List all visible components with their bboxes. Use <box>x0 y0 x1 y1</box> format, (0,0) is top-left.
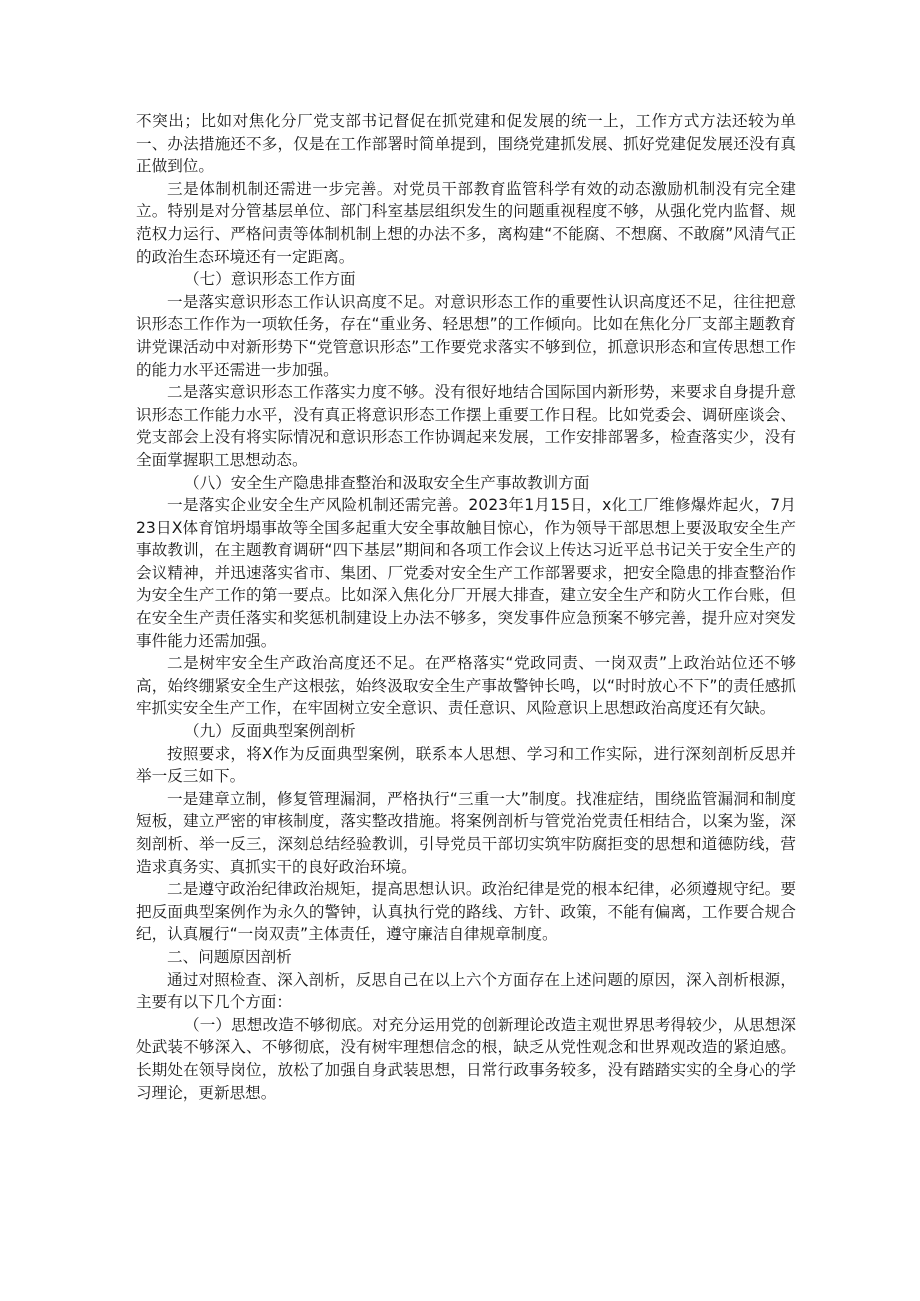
section-heading-7: （七）意识形态工作方面 <box>184 270 356 289</box>
paragraph-safety-mechanism: 一是落实企业安全生产风险机制还需完善。2023年1月15日，x化工厂维修爆炸起火，7月23日X体育馆坍塌事故等全国多起重大安全事故触目惊心，作为领导干部思想上要汲取安全生产事故教训，在主题教育调研“四下基层”期间和各项工作会议上传达习近平总书记关于安全生产的会议精神，并迅速落实省市、集团、厂党委对安全生产工作部署要求，把安全隐患的排查整治作为安全生产工作的第一要点。比如深入焦化分厂开展大排查，建立安全生产和防火工作台账，但在安全生产责任落实和奖惩机制建设上办法不够多，突发事件应急预案不够完善，提升应对突发事件能力还需加强。 <box>136 496 796 650</box>
section-heading-cause-analysis: 二、问题原因剖析 <box>167 947 292 966</box>
section-heading-9: （九）反面典型案例剖析 <box>184 722 356 741</box>
paragraph-case-rules: 一是建章立制，修复管理漏洞，严格执行“三重一大”制度。找准症结，围绕监管漏洞和制度短板，建立严密的审核制度，落实整改措施。将案例剖析与管党治党责任相结合，以案为鉴，深刻剖析、举一反三，深刻总结经验教训，引导党员干部切实筑牢防腐拒变的思想和道德防线，营造求真务实、真抓实干的良好政治环境。 <box>136 789 796 876</box>
paragraph-safety-political: 二是树牢安全生产政治高度还不足。在严格落实“党政同责、一岗双责”上政治站位还不够高，始终绷紧安全生产这根弦，始终汲取安全生产事故警钟长鸣，以“时时放心不下”的责任感抓牢抓实安全生产工作，在牢固树立安全意识、责任意识、风险意识上思想政治高度还有欠缺。 <box>136 654 796 718</box>
paragraph-ideology-awareness: 一是落实意识形态工作认识高度不足。对意识形态工作的重要性认识高度还不足，往往把意识形态工作作为一项软任务，存在“重业务、轻思想”的工作倾向。比如在焦化分厂支部主题教育讲党课活动中对新形势下“党管意识形态”工作要党求落实不够到位，抓意识形态和宣传思想工作的能力水平还需进一步加强。 <box>136 292 796 379</box>
document-body <box>136 110 796 1104</box>
section-heading-8: （八）安全生产隐患排查整治和汲取安全生产事故教训方面 <box>184 473 590 492</box>
paragraph-ideology-implementation: 二是落实意识形态工作落实力度不够。没有很好地结合国际国内新形势，来要求自身提升意识形态工作能力水平，没有真正将意识形态工作摆上重要工作日程。比如党委会、调研座谈会、党支部会上没有将实际情况和意识形态工作协调起来发展，工作安排部署多，检查落实少，没有全面掌握职工思想动态。 <box>136 383 796 469</box>
paragraph-case-intro: 按照要求，将X作为反面典型案例，联系本人思想、学习和工作实际，进行深刻剖析反思并举一反三如下。 <box>136 744 796 786</box>
paragraph-cause-intro: 通过对照检查、深入剖析，反思自己在以上六个方面存在上述问题的原因，深入剖析根源，主要有以下几个方面： <box>136 970 796 1012</box>
paragraph-continuation: 不突出；比如对焦化分厂党支部书记督促在抓党建和促发展的统一上，工作方式方法还较为单一、办法措施还不多，仅是在工作部署时简单提到，围绕党建抓发展、抓好党建促发展还没有真正做到位。 <box>136 112 796 176</box>
paragraph-mechanism: 三是体制机制还需进一步完善。对党员干部教育监管科学有效的动态激励机制没有完全建立。特别是对分管基层单位、部门科室基层组织发生的问题重视程度不够，从强化党内监督、规范权力运行、严格问责等体制机制上想的办法不多，离构建“不能腐、不想腐、不敢腐”风清气正的政治生态环境还有一定距离。 <box>136 179 796 266</box>
paragraph-case-discipline: 二是遵守政治纪律政治规矩，提高思想认识。政治纪律是党的根本纪律，必须遵规守纪。要把反面典型案例作为永久的警钟，认真执行党的路线、方针、政策，不能有偏离，工作要合规合纪，认真履行“一岗双责”主体责任，遵守廉洁自律规章制度。 <box>136 880 796 944</box>
paragraph-cause-thought: （一）思想改造不够彻底。对充分运用党的创新理论改造主观世界思考得较少，从思想深处武装不够深入、不够彻底，没有树牢理想信念的根，缺乏从党性观念和世界观改造的紧迫感。长期处在领导岗位，放松了加强自身武装思想，日常行政事务较多，没有踏踏实实的全身心的学习理论，更新思想。 <box>136 1015 796 1102</box>
